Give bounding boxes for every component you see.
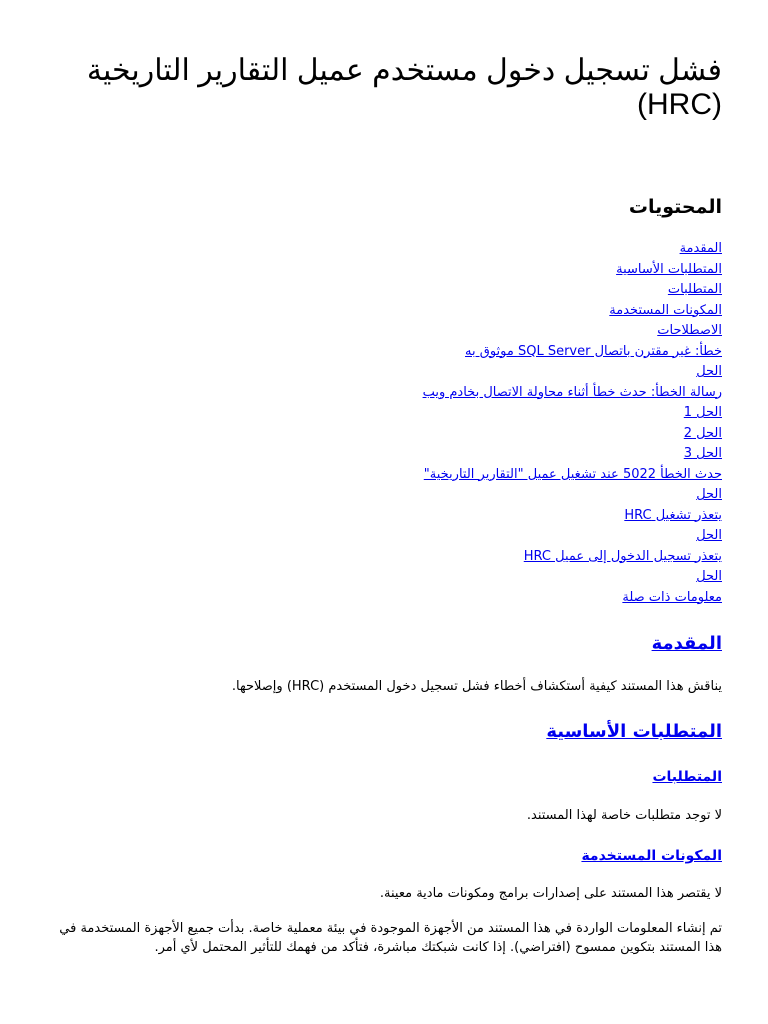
toc-link-requirements[interactable]: المتطلبات [667,282,722,297]
toc-item [423,547,722,568]
components-heading-link[interactable]: المكونات المستخدمة [581,848,722,864]
toc-link-web-server-error[interactable]: رسالة الخطأ: حدث خطأ أثناء محاولة الاتصال بخادم ويب [422,384,722,400]
toc-item [423,260,722,281]
toc-link-hrc-login-fail[interactable]: يتعذر تسجيل الدخول إلى عميل HRC [523,548,722,564]
toc-item [423,280,722,301]
toc-item [423,362,722,383]
prerequisites-heading-link[interactable]: المتطلبات الأساسية [546,721,722,742]
toc-link-solution-2[interactable]: الحل 2 [683,425,722,441]
toc-link-solution-1[interactable]: الحل 1 [683,405,722,420]
subsection-heading-components [581,846,722,866]
toc-link-intro[interactable]: المقدمة [679,241,722,256]
toc-item [423,465,722,486]
toc-item [423,321,722,342]
requirements-heading-link[interactable]: المتطلبات [652,769,722,785]
subsection-heading-requirements [652,767,722,787]
toc-link-sql-error[interactable]: خطأ: غير مقترن باتصال SQL Server موثوق به [465,343,722,359]
section-heading-intro [652,632,722,656]
section-heading-prerequisites [546,720,722,744]
toc-item [423,424,722,445]
toc-item [423,567,722,588]
toc-link-prerequisites[interactable]: المتطلبات الأساسية [616,261,722,277]
document-title: فشل تسجيل دخول مستخدم عميل التقارير التاريخية (HRC) [86,54,722,121]
toc-link-components-used[interactable]: المكونات المستخدمة [609,302,722,318]
toc-item [423,506,722,527]
toc-link-solution[interactable]: الحل [696,528,722,543]
toc-link-solution[interactable]: الحل [696,569,722,584]
toc-item [423,403,722,424]
toc-item [423,342,722,363]
document-page [46,0,722,1024]
toc-item [423,485,722,506]
toc-item [423,588,722,609]
toc-item [423,301,722,322]
toc-item [423,383,722,404]
intro-heading-link[interactable]: المقدمة [651,633,722,654]
intro-paragraph: يناقش هذا المستند كيفية أستكشاف أخطاء فشل تسجيل دخول المستخدم (HRC) وإصلاحها. [231,679,722,694]
toc-link-solution-3[interactable]: الحل 3 [683,446,722,461]
toc-link-solution[interactable]: الحل [696,487,722,502]
requirements-paragraph: لا توجد متطلبات خاصة لهذا المستند. [526,808,722,823]
toc-item [423,239,722,260]
toc-link-hrc-cannot-start[interactable]: يتعذر تشغيل HRC [624,507,722,523]
toc-link-solution[interactable]: الحل [696,364,722,379]
toc-link-related-info[interactable]: معلومات ذات صلة [622,589,722,605]
toc-link-conventions[interactable]: الاصطلاحات [657,323,722,338]
toc-item [423,526,722,547]
toc-link-error-5022[interactable]: حدث الخطأ 5022 عند تشغيل عميل "التقارير التاريخية" [423,466,722,482]
components-paragraph-2: تم إنشاء المعلومات الواردة في هذا المستند من الأجهزة الموجودة في بيئة معملية خاصة. بدأت جميع الأجهزة المستخدمة في هذا المستند بتكوين ممسوح (افتراضي). إذا كانت شبكتك مباشرة، فتأكد من فهمك للتأثير المحتمل لأي أمر. [59,921,722,955]
table-of-contents [423,239,722,608]
toc-heading: المحتويات [628,196,722,218]
toc-item [423,444,722,465]
components-paragraph-1: لا يقتصر هذا المستند على إصدارات برامج ومكونات مادية معينة. [379,886,722,901]
